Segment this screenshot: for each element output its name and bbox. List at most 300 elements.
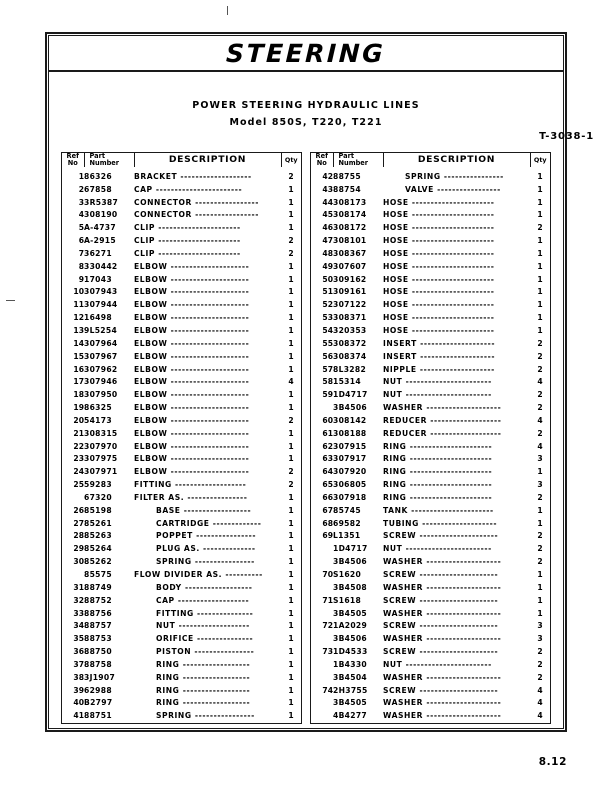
table-row (62, 183, 301, 196)
cell-description (383, 710, 530, 723)
table-row (311, 491, 550, 504)
cell-description (383, 222, 530, 235)
description-leader: ---------------- (192, 531, 257, 541)
cell-part-number: 3B4504 (333, 672, 368, 682)
description-text: WASHER (383, 634, 424, 644)
cell-part-number: A-4737 (84, 223, 116, 233)
cell-qty: 1 (288, 557, 294, 567)
cell-description (383, 543, 530, 556)
cell-part-number: 3B4506 (333, 403, 368, 413)
cell-ref-no: 14 (73, 338, 84, 348)
cell-ref-no: 9 (78, 274, 84, 284)
description-leader: ----------------------- (402, 390, 492, 400)
table-row (62, 196, 301, 209)
cell-qty: 1 (537, 248, 543, 258)
cell-ref-no: 51 (322, 287, 333, 297)
cell-qty: 2 (288, 480, 294, 490)
description-leader: ---------------------- (408, 287, 495, 297)
cell-qty: 2 (288, 236, 294, 246)
table-row (62, 453, 301, 466)
description-leader: ---------------------- (408, 325, 495, 335)
description-text: BRACKET (134, 171, 178, 181)
cell-part-number: 69582 (333, 518, 361, 528)
description-text: ELBOW (134, 441, 168, 451)
description-leader: --------------------- (167, 313, 250, 323)
cell-part-number: 307962 (84, 364, 118, 374)
description-leader: ----------------------- (152, 184, 243, 194)
table-row (62, 363, 301, 376)
description-text: RING (383, 441, 407, 451)
description-leader: --------------------- (167, 403, 250, 413)
cell-ref-no: 29 (73, 544, 84, 554)
description-leader: ------------------ (179, 685, 251, 695)
cell-qty: 2 (537, 672, 543, 682)
description-leader: --------------------- (167, 338, 250, 348)
description-leader: ---------------------- (407, 505, 494, 515)
table-row (62, 478, 301, 491)
table-row (62, 350, 301, 363)
cell-qty: 4 (537, 377, 543, 387)
table-row (311, 466, 550, 479)
description-text: HOSE (383, 236, 409, 246)
description-text: ELBOW (134, 300, 168, 310)
cell-qty: 4 (288, 377, 294, 387)
cell-qty: 1 (537, 274, 543, 284)
cell-qty: 2 (537, 428, 543, 438)
cell-ref-no: 18 (73, 390, 84, 400)
cell-description (134, 312, 281, 325)
cell-qty: 2 (537, 403, 543, 413)
cell-qty: 1 (288, 570, 294, 579)
cell-ref-no: 12 (73, 313, 84, 323)
cell-qty: 1 (288, 454, 294, 464)
cell-qty: 4 (537, 685, 543, 695)
description-leader: -------------------- (416, 351, 496, 361)
cell-description (383, 299, 530, 312)
table-row (311, 350, 550, 363)
description-leader: --------------------- (167, 325, 250, 335)
cell-part-number: 307918 (333, 492, 367, 502)
cell-part-number: 307970 (84, 441, 118, 451)
cell-ref-no (311, 607, 333, 620)
description-text: ELBOW (134, 428, 168, 438)
description-leader: ----------------- (191, 210, 259, 220)
cell-description (383, 517, 530, 530)
description-leader: ------------------ (180, 505, 252, 515)
table-row (62, 312, 301, 325)
subtitle-model: Model 850S, T220, T221 (229, 117, 383, 128)
ref-header-line2: No (67, 159, 78, 168)
cell-part-number: 307971 (84, 467, 118, 477)
cell-part-number: 3J1907 (84, 672, 116, 682)
cell-part-number: B2797 (84, 698, 113, 708)
description-leader: ----------------------- (402, 544, 492, 554)
cell-part-number: 307967 (84, 351, 118, 361)
registration-tick-top (227, 6, 228, 15)
table-row (62, 530, 301, 543)
cell-description (383, 581, 530, 594)
column-header-part-number (84, 153, 134, 167)
cell-qty: 1 (288, 313, 294, 323)
description-leader: -------------------- (423, 582, 502, 592)
column-header-qty: Qty (284, 155, 298, 164)
cell-ref-no: 63 (322, 454, 333, 464)
cell-ref-no: 20 (73, 415, 84, 425)
cell-qty: 1 (288, 518, 294, 528)
cell-ref-no: 13 (73, 325, 84, 335)
description-leader: -------------------- (423, 403, 502, 413)
cell-ref-no: 45 (322, 210, 333, 220)
cell-ref-no: 28 (73, 531, 84, 541)
cell-ref-no: 42 (322, 171, 333, 181)
cell-ref-no: 52 (322, 300, 333, 310)
cell-part-number: S1620 (333, 570, 362, 579)
description-leader: -------------------- (423, 711, 502, 721)
table-row (62, 337, 301, 350)
table-row (311, 234, 550, 247)
cell-qty: 1 (288, 390, 294, 400)
table-row (62, 247, 301, 260)
table-row (311, 286, 550, 299)
cell-ref-no: 49 (322, 261, 333, 271)
cell-ref-no: 3 (78, 197, 84, 207)
table-row (62, 167, 301, 183)
cell-part-number: 1A2029 (333, 621, 368, 631)
cell-ref-no (311, 556, 333, 569)
description-leader: -------------- (199, 544, 256, 554)
cell-description (134, 607, 281, 620)
description-leader: -------------------- (416, 364, 495, 374)
cell-ref-no: 57 (322, 364, 333, 374)
registration-tick-left (6, 300, 15, 301)
title-band (49, 36, 563, 72)
cell-part-number: 330442 (84, 261, 118, 271)
cell-ref-no: 19 (73, 403, 84, 413)
table-row (311, 633, 550, 646)
cell-description (383, 607, 530, 620)
cell-qty: 3 (537, 634, 543, 644)
table-row (311, 645, 550, 658)
description-text: HOSE (383, 274, 409, 284)
table-row (311, 260, 550, 273)
cell-ref-no: 4 (78, 210, 84, 220)
cell-description (134, 376, 281, 389)
description-text: REDUCER (383, 428, 427, 438)
cell-ref-no (311, 633, 333, 646)
cell-qty: 1 (288, 428, 294, 438)
cell-part-number: 3B4508 (333, 582, 368, 592)
description-text: CONNECTOR (134, 197, 192, 207)
cell-qty: 2 (537, 364, 543, 374)
cell-description (383, 491, 530, 504)
description-leader: ------------------- (426, 428, 502, 438)
cell-ref-no: 39 (73, 685, 84, 695)
cell-ref-no: 27 (73, 518, 84, 528)
cell-part-number: 2H3755 (333, 685, 368, 695)
cell-description (383, 568, 530, 581)
description-text: BASE (156, 505, 181, 515)
description-leader: ---------------------- (406, 492, 493, 502)
cell-description (134, 453, 281, 466)
cell-qty: 1 (537, 518, 543, 528)
table-row (62, 710, 301, 723)
cell-description (134, 645, 281, 658)
description-leader: -------------------- (423, 557, 502, 567)
cell-description (383, 209, 530, 222)
description-text: NUT (156, 621, 176, 631)
description-leader: ---------------------- (408, 248, 495, 258)
table-row (311, 543, 550, 556)
table-row (62, 414, 301, 427)
description-leader: ----------------------- (402, 659, 492, 669)
cell-description (134, 247, 281, 260)
cell-ref-no: 56 (322, 351, 333, 361)
table-row (311, 478, 550, 491)
cell-description (383, 363, 530, 376)
cell-qty: 2 (537, 390, 543, 400)
table-row (311, 581, 550, 594)
cell-description (134, 581, 281, 594)
cell-description (134, 697, 281, 710)
cell-qty: 1 (288, 659, 294, 669)
cell-part-number: 308315 (84, 428, 118, 438)
cell-part-number: 88756 (84, 608, 112, 618)
description-text: SPRING (156, 557, 192, 567)
description-leader: -------------------- (423, 608, 502, 618)
description-leader: ---------------------- (408, 210, 495, 220)
description-leader: --------------------- (416, 685, 499, 695)
ref-header-line2: No (316, 159, 327, 168)
table-row (311, 324, 550, 337)
cell-ref-no: 22 (73, 441, 84, 451)
cell-description (134, 568, 281, 581)
cell-qty: 4 (537, 441, 543, 451)
cell-qty: 1 (537, 467, 543, 477)
description-text: POPPET (156, 531, 193, 541)
cell-part-number: 1B4330 (333, 659, 368, 669)
cell-qty: 3 (537, 480, 543, 490)
cell-qty: 4 (537, 415, 543, 425)
cell-ref-no: 21 (73, 428, 84, 438)
cell-qty: 1 (288, 595, 294, 605)
description-text: ELBOW (134, 377, 168, 387)
table-row (62, 286, 301, 299)
cell-part-number: 307122 (333, 300, 367, 310)
column-header-ref-no (62, 153, 84, 167)
description-text: CLIP (134, 248, 156, 258)
description-leader: ---------------------- (408, 236, 495, 246)
cell-part-number: 308173 (333, 197, 367, 207)
description-text: REDUCER (383, 415, 427, 425)
cell-qty: 2 (537, 544, 543, 554)
description-leader: --------------------- (167, 467, 250, 477)
cell-description (383, 337, 530, 350)
cell-description (383, 401, 530, 414)
description-leader: --------------------- (167, 377, 250, 387)
cell-description (134, 196, 281, 209)
cell-description (383, 504, 530, 517)
cell-qty: 1 (537, 325, 543, 335)
description-leader: --------------------- (416, 647, 499, 657)
cell-qty: 1 (537, 608, 543, 618)
description-text: WASHER (383, 711, 424, 721)
description-leader: ------------------- (177, 171, 252, 181)
cell-qty: 1 (537, 261, 543, 271)
cell-description (134, 350, 281, 363)
cell-ref-no: 54 (322, 325, 333, 335)
table-row (311, 517, 550, 530)
cell-ref-no: 7 (78, 248, 84, 258)
description-text: ELBOW (134, 274, 168, 284)
description-text: CAP (156, 595, 175, 605)
cell-qty: 1 (288, 711, 294, 721)
description-leader: -------------------- (418, 518, 498, 528)
description-leader: --------------------- (167, 428, 250, 438)
cell-description (383, 376, 530, 389)
cell-part-number: 307944 (84, 300, 118, 310)
cell-description (134, 440, 281, 453)
cell-ref-no: 48 (322, 248, 333, 258)
table-row (62, 299, 301, 312)
cell-part-number: 85262 (84, 557, 112, 567)
cell-description (383, 620, 530, 633)
description-text: BODY (156, 582, 182, 592)
cell-description (134, 389, 281, 402)
cell-part-number: 67320 (84, 492, 112, 502)
cell-description (383, 453, 530, 466)
cell-ref-no: 47 (322, 236, 333, 246)
description-text: ELBOW (134, 415, 168, 425)
description-text: SCREW (383, 595, 417, 605)
cell-part-number: 15314 (333, 377, 361, 387)
cell-ref-no: 1 (78, 171, 84, 181)
table-row (311, 401, 550, 414)
table-row (62, 234, 301, 247)
cell-description (134, 363, 281, 376)
description-text: RING (156, 672, 180, 682)
cell-part-number: 62988 (84, 685, 112, 695)
cell-ref-no: 15 (73, 351, 84, 361)
description-text: ELBOW (134, 351, 168, 361)
cell-part-number: 307915 (333, 441, 367, 451)
description-text: ELBOW (134, 261, 168, 271)
description-text: CLIP (134, 236, 156, 246)
cell-qty: 1 (537, 300, 543, 310)
description-text: ELBOW (134, 390, 168, 400)
cell-part-number: 16498 (84, 313, 112, 323)
cell-qty: 4 (537, 698, 543, 708)
description-text: ELBOW (134, 403, 168, 413)
description-text: FILTER AS. (134, 492, 185, 502)
description-text: NUT (383, 377, 403, 387)
cell-ref-no: 6 (78, 236, 84, 246)
cell-part-number: 307975 (84, 454, 118, 464)
cell-part-number: 85575 (84, 570, 112, 579)
table-row (62, 645, 301, 658)
cell-part-number: 1D4717 (333, 390, 368, 400)
table-row (311, 504, 550, 517)
cell-qty: 1 (288, 223, 294, 233)
description-text: SCREW (383, 531, 417, 541)
cell-description (134, 273, 281, 286)
cell-qty: 1 (288, 364, 294, 374)
cell-description (134, 543, 281, 556)
cell-ref-no: 26 (73, 505, 84, 515)
table-row (62, 389, 301, 402)
cell-qty: 1 (288, 672, 294, 682)
cell-description (383, 440, 530, 453)
cell-qty: 1 (288, 544, 294, 554)
cell-qty: 2 (537, 531, 543, 541)
description-leader: --------------------- (167, 287, 250, 297)
cell-part-number: 88754 (333, 184, 361, 194)
cell-part-number: 88750 (84, 647, 112, 657)
cell-qty: 1 (288, 197, 294, 207)
cell-qty: 1 (288, 261, 294, 271)
cell-ref-no: 71 (322, 595, 333, 605)
cell-qty: 1 (537, 197, 543, 207)
cell-part-number: 309162 (333, 274, 367, 284)
cell-part-number: 4B4277 (333, 711, 368, 721)
cell-part-number: 307943 (84, 287, 118, 297)
description-leader: ------------------ (179, 672, 251, 682)
cell-qty: 1 (288, 184, 294, 194)
parts-tables (61, 152, 551, 724)
cell-qty: 2 (537, 647, 543, 657)
cell-description (383, 594, 530, 607)
cell-ref-no: 34 (73, 621, 84, 631)
cell-qty: 2 (288, 248, 294, 258)
cell-ref-no: 31 (73, 582, 84, 592)
cell-description (134, 620, 281, 633)
cell-qty: 2 (288, 171, 294, 181)
table-row (62, 209, 301, 222)
description-leader: ---------------------- (406, 480, 493, 490)
cell-qty: 1 (537, 236, 543, 246)
subtitle-block (49, 100, 563, 128)
description-leader: -------------------- (416, 338, 496, 348)
cell-part-number: 308174 (333, 210, 367, 220)
cell-description (134, 491, 281, 504)
cell-part-number: 8L3282 (333, 364, 367, 374)
cell-ref-no: 46 (322, 223, 333, 233)
cell-qty: 2 (288, 467, 294, 477)
description-leader: --------------------- (167, 454, 250, 464)
cell-description (383, 234, 530, 247)
description-leader: ---------------- (440, 171, 504, 181)
cell-ref-no: 74 (322, 685, 333, 695)
cell-ref-no: 33 (73, 608, 84, 618)
description-leader: --------------------- (167, 390, 250, 400)
description-text: TANK (383, 505, 408, 515)
description-text: ELBOW (134, 338, 168, 348)
description-text: RING (383, 454, 407, 464)
cell-part-number: 86326 (84, 171, 112, 181)
cell-description (383, 389, 530, 402)
cell-ref-no: 11 (73, 300, 84, 310)
page-title: STEERING (225, 38, 387, 68)
table-row (311, 363, 550, 376)
cell-description (383, 633, 530, 646)
cell-description (383, 286, 530, 299)
description-text: ELBOW (134, 467, 168, 477)
description-text: NUT (383, 659, 403, 669)
table-row (311, 453, 550, 466)
cell-part-number: 307607 (333, 261, 367, 271)
description-leader: ----------------- (433, 184, 501, 194)
cell-qty: 1 (288, 505, 294, 515)
cell-qty: 1 (288, 351, 294, 361)
